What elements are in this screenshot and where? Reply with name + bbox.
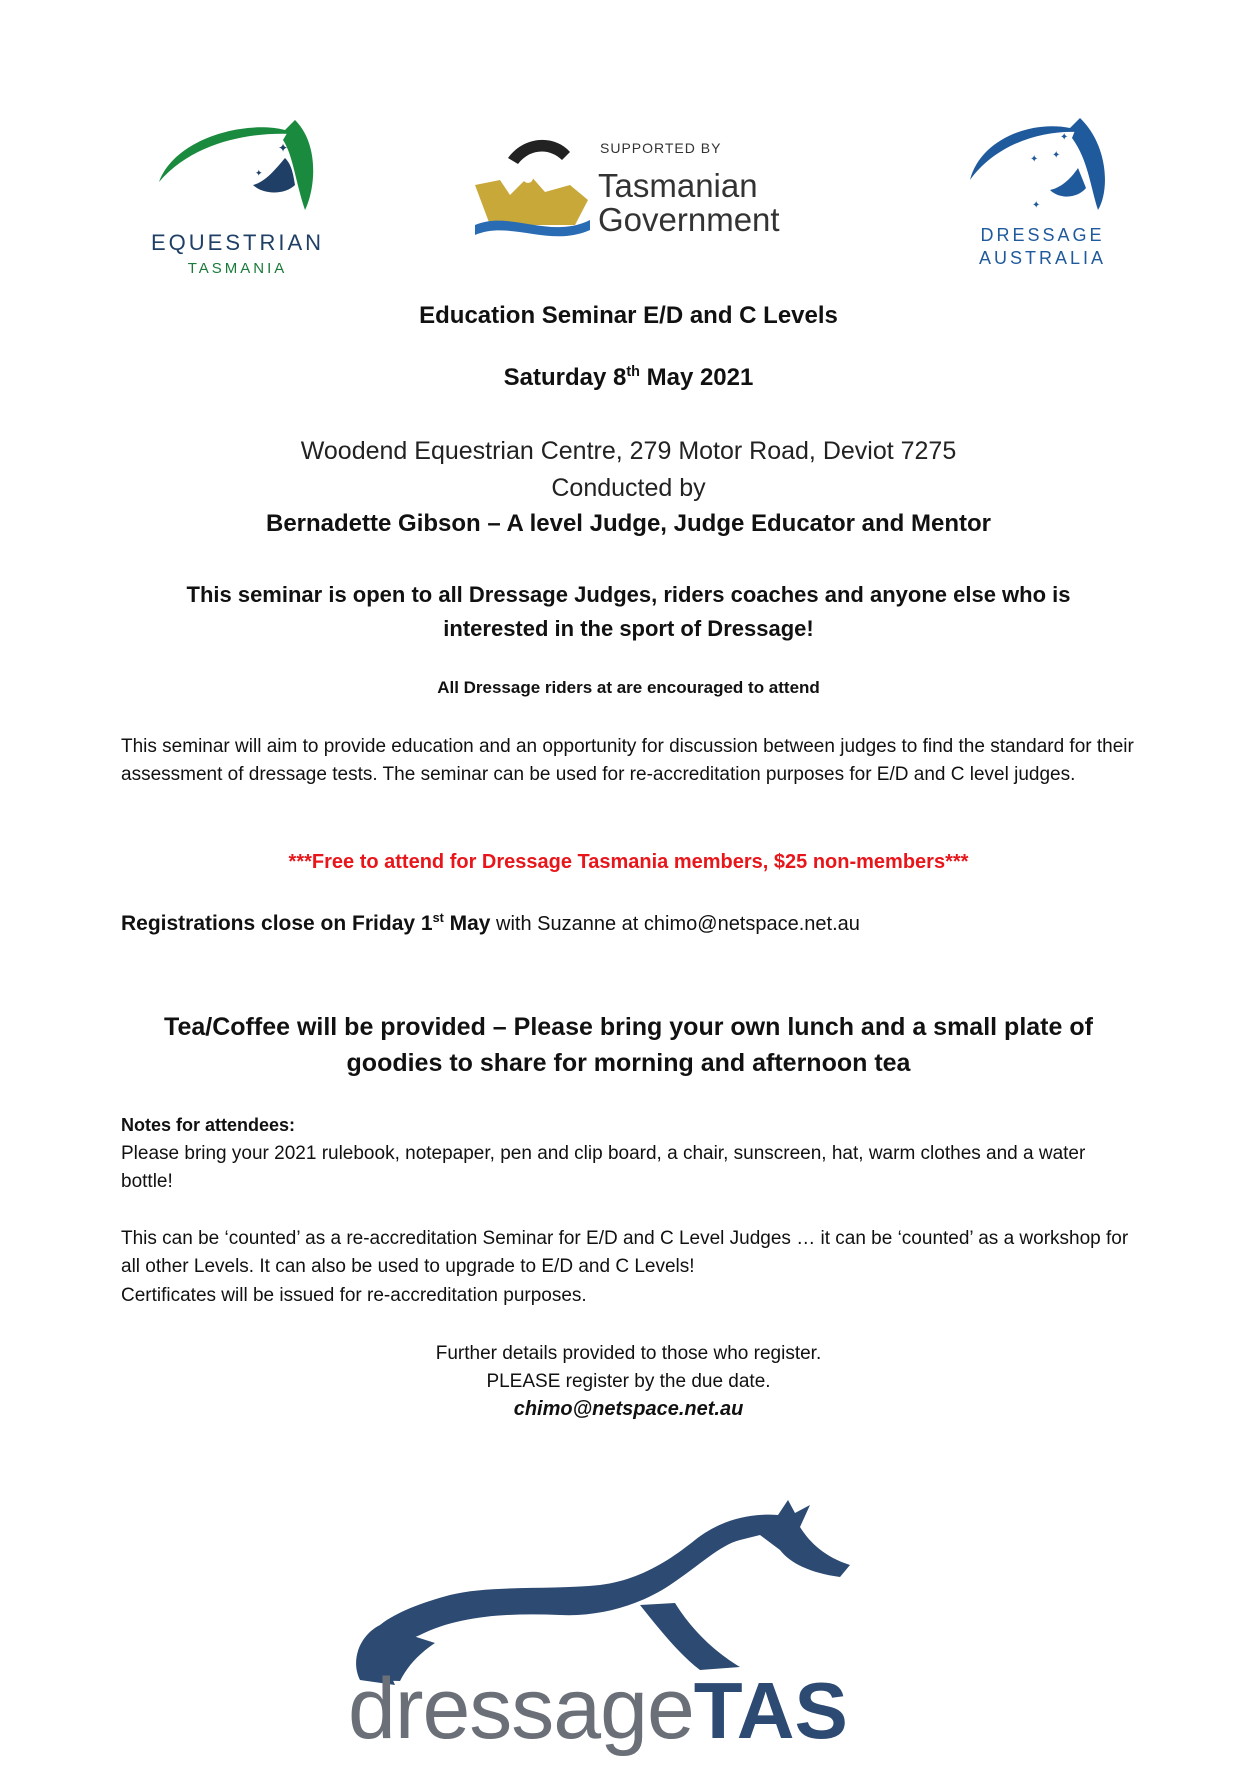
aim-paragraph: This seminar will aim to provide education and an opportunity for discussion between judges to find the standard for their assessment of dressage tests. The seminar can be used for re-accreditation purposes for E/D and C level judges. [121, 736, 1134, 785]
notes-bring: Please bring your 2021 rulebook, notepaper, pen and clip board, a chair, sunscreen, hat, warm clothes and a water bottle! [121, 1143, 1086, 1192]
registration-sup: st [432, 911, 444, 925]
tea-line2: goodies to share for morning and afternoon tea [346, 1049, 911, 1077]
svg-text:✦: ✦ [1032, 200, 1041, 211]
equestrian-line2: TASMANIA [187, 260, 288, 277]
equestrian-tasmania-logo [135, 100, 340, 280]
dressage-aus-line2: AUSTRALIA [978, 248, 1107, 268]
open-statement-line2: interested in the sport of Dressage! [443, 616, 814, 641]
dressage-aus-line1: DRESSAGE [980, 225, 1105, 245]
open-statement-line1: This seminar is open to all Dressage Judges, riders coaches and anyone else who is [186, 582, 1071, 607]
registration-bold-post: May [443, 912, 491, 935]
registration-line [121, 912, 860, 936]
dressage-australia-horse-icon [960, 110, 1125, 220]
presenter: Bernadette Gibson – A level Judge, Judge Educator and Mentor [265, 510, 991, 537]
svg-text:✦: ✦ [1060, 132, 1069, 143]
dressagetas-heavy: TAS [693, 1666, 848, 1755]
footer-email: chimo@netspace.net.au [513, 1398, 744, 1420]
date-pre: Saturday 8 [503, 364, 627, 391]
dressagetas-light: dressage [348, 1661, 694, 1757]
svg-text:✦: ✦ [255, 168, 263, 178]
notes-certificates: Certificates will be issued for re-accreditation purposes. [121, 1285, 587, 1306]
tas-gov-line1: Tasmanian [598, 167, 758, 204]
dressage-australia-logo [960, 110, 1125, 280]
seminar-title: Education Seminar E/D and C Levels [419, 302, 838, 329]
venue-address: Woodend Equestrian Centre, 279 Motor Road, Deviot 7275 [300, 437, 957, 465]
encourage-line: All Dressage riders at are encouraged to attend [437, 678, 820, 697]
supported-by-label: SUPPORTED BY [600, 140, 722, 156]
svg-text:✦: ✦ [1030, 154, 1039, 165]
dressagetas-wordmark [348, 1660, 848, 1760]
equestrian-horse-icon [135, 100, 340, 225]
conducted-by: Conducted by [551, 474, 706, 502]
footer-line2: PLEASE register by the due date. [486, 1371, 771, 1392]
registration-rest: with Suzanne at chimo@netspace.net.au [490, 913, 860, 935]
footer-line1: Further details provided to those who register. [435, 1343, 822, 1364]
seminar-date [0, 364, 1257, 392]
equestrian-line1: EQUESTRIAN [150, 230, 325, 255]
registration-bold-pre: Registrations close on Friday 1 [121, 912, 433, 935]
date-post: May 2021 [639, 364, 754, 391]
date-sup: th [626, 364, 640, 380]
tasmanian-tiger-icon [470, 130, 595, 245]
notes-heading: Notes for attendees: [121, 1115, 296, 1135]
notes-counted: This can be ‘counted’ as a re-accreditation Seminar for E/D and C Level Judges … it can be ‘counted’ as a workshop for all other Levels. It can also be used to upgrade to E/D and C Levels! [121, 1228, 1129, 1277]
tasmanian-government-logo [470, 125, 800, 245]
tas-gov-line2: Government [598, 201, 780, 238]
svg-text:✦: ✦ [1052, 150, 1061, 161]
svg-text:✦: ✦ [278, 141, 289, 155]
free-attend-line: ***Free to attend for Dressage Tasmania members, $25 non-members*** [288, 851, 969, 873]
tea-line1: Tea/Coffee will be provided – Please bring your own lunch and a small plate of [164, 1013, 1093, 1041]
